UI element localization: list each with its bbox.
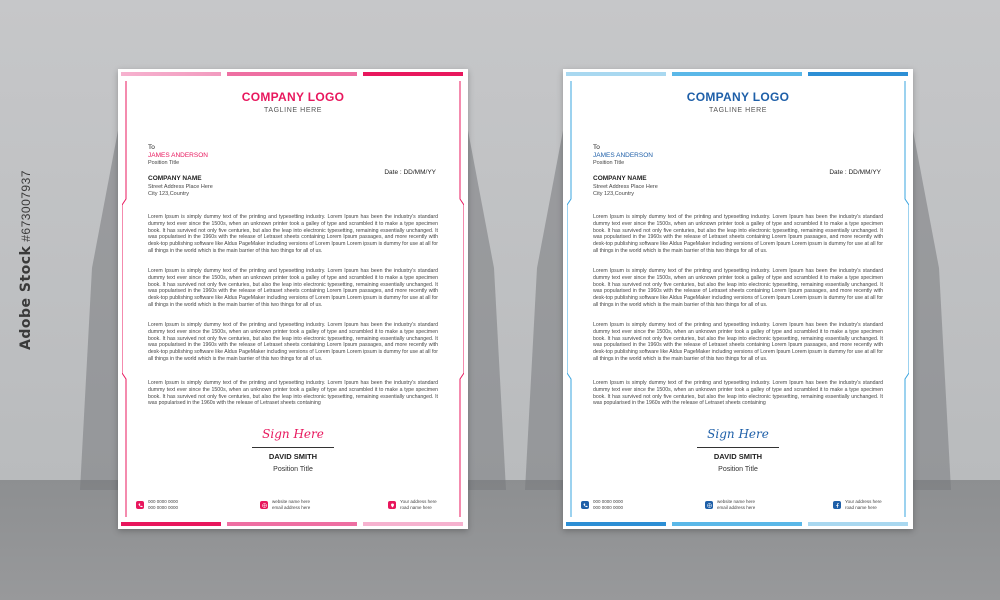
facebook-icon — [833, 501, 841, 509]
globe-icon — [705, 501, 713, 509]
recipient-position: Position Title — [148, 160, 180, 166]
bottom-bar-segment — [363, 522, 463, 526]
footer-phone — [581, 499, 623, 511]
footer-phone-2: 000 0000 0000 — [148, 505, 179, 510]
body-paragraph: Lorem Ipsum is simply dummy text of the printing and typesetting industry. Lorem Ipsum has been the industry's standard dummy text ever since the 1500s, when an unknown printer took a galley of type and scrambled it to make a type specimen book. It has survived not only five centuries, but also the leap into electronic typesetting, remaining essentially unchanged. It was popularised in the 1960s with the release of Letraset sheets containing Lorem Ipsum passages, and more recently with desk-top publishing software like Aldus PageMaker including versions of Lorem Ipsum Lorem ipsum is dummy for use at all for all things in the world which is the main barrier of this two things for all of us. — [148, 268, 438, 308]
footer-email: email address here — [272, 505, 311, 510]
signer-name: DAVID SMITH — [268, 452, 318, 461]
watermark-brand: Adobe Stock — [18, 245, 34, 350]
footer-website: website name here — [272, 499, 311, 504]
footer-phone — [136, 499, 178, 511]
letterhead-pink — [118, 69, 468, 529]
phone-icon — [581, 501, 589, 509]
street-address: Street Address Place Here — [593, 184, 658, 190]
body-paragraph: Lorem Ipsum is simply dummy text of the printing and typesetting industry. Lorem Ipsum has been the industry's standard dummy text ever since the 1500s, when an unknown printer took a galley of type and scrambled it to make a type specimen book. It has survived not only five centuries, but also the leap into electronic typesetting, remaining essentially unchanged. It was popularised in the 1960s with the release of Letraset sheets containing Lorem Ipsum passages, and more recently with desk-top publishing software like Aldus PageMaker including versions of Lorem Ipsum Lorem ipsum is dummy for use at all for all things in the world which is the main barrier of this two things for all of us. — [593, 268, 883, 308]
footer-phone-2: 000 0000 0000 — [593, 505, 624, 510]
city-country: City 123,Country — [593, 191, 634, 197]
bottom-bar-segment — [808, 522, 908, 526]
globe-icon — [260, 501, 268, 509]
body-paragraph: Lorem Ipsum is simply dummy text of the printing and typesetting industry. Lorem Ipsum has been the industry's standard dummy text ever since the 1500s, when an unknown printer took a galley of type and scrambled it to make a type specimen book. It has survived not only five centuries, but also the leap into electronic typesetting, remaining essentially unchanged. It was popularised in the 1960s with the release of Letraset sheets containing — [148, 380, 438, 407]
footer-email: email address here — [717, 505, 756, 510]
recipient-name: JAMES ANDERSON — [148, 152, 208, 159]
street-address: Street Address Place Here — [148, 184, 213, 190]
body-paragraph: Lorem Ipsum is simply dummy text of the printing and typesetting industry. Lorem Ipsum has been the industry's standard dummy text ever since the 1500s, when an unknown printer took a galley of type and scrambled it to make a type specimen book. It has survived not only five centuries, but also the leap into electronic typesetting, remaining essentially unchanged. It was popularised in the 1960s with the release of Letraset sheets containing Lorem Ipsum passages, and more recently with desk-top publishing software like Aldus PageMaker including versions of Lorem Ipsum Lorem ipsum is dummy for use at all for all things in the world which is the main barrier of this two things for all of us. — [593, 214, 883, 254]
footer-web — [705, 499, 755, 511]
footer-web — [260, 499, 310, 511]
to-label: To — [148, 144, 155, 151]
phone-icon — [136, 501, 144, 509]
footer-address-1: Your address here — [845, 499, 882, 504]
footer-address-2: road name here — [400, 505, 432, 510]
footer-address-2: road name here — [845, 505, 877, 510]
top-bar-segment — [227, 72, 357, 76]
body-paragraph: Lorem Ipsum is simply dummy text of the printing and typesetting industry. Lorem Ipsum has been the industry's standard dummy text ever since the 1500s, when an unknown printer took a galley of type and scrambled it to make a type specimen book. It has survived not only five centuries, but also the leap into electronic typesetting, remaining essentially unchanged. It was popularised in the 1960s with the release of Letraset sheets containing Lorem Ipsum passages, and more recently with desk-top publishing software like Aldus PageMaker including versions of Lorem Ipsum Lorem ipsum is dummy for use at all for all things in the world which is the main barrier of this two things for all of us. — [148, 214, 438, 254]
bottom-bar-segment — [227, 522, 357, 526]
signer-name: DAVID SMITH — [713, 452, 763, 461]
watermark-id: #673007937 — [19, 170, 33, 242]
body-paragraph: Lorem Ipsum is simply dummy text of the printing and typesetting industry. Lorem Ipsum has been the industry's standard dummy text ever since the 1500s, when an unknown printer took a galley of type and scrambled it to make a type specimen book. It has survived not only five centuries, but also the leap into electronic typesetting, remaining essentially unchanged. It was popularised in the 1960s with the release of Letraset sheets containing Lorem Ipsum passages, and more recently with desk-top publishing software like Aldus PageMaker including versions of Lorem Ipsum Lorem ipsum is dummy for use at all for all things in the world which is the main barrier of this two things for all of us. — [148, 322, 438, 362]
signature-line — [697, 447, 779, 448]
location-pin-icon — [388, 501, 396, 509]
company-name: COMPANY NAME — [148, 175, 202, 182]
date-field: Date : DD/MM/YY — [384, 169, 436, 176]
tagline: TAGLINE HERE — [708, 107, 768, 114]
date-field: Date : DD/MM/YY — [829, 169, 881, 176]
company-name: COMPANY NAME — [593, 175, 647, 182]
body-paragraph: Lorem Ipsum is simply dummy text of the printing and typesetting industry. Lorem Ipsum has been the industry's standard dummy text ever since the 1500s, when an unknown printer took a galley of type and scrambled it to make a type specimen book. It has survived not only five centuries, but also the leap into electronic typesetting, remaining essentially unchanged. It was popularised in the 1960s with the release of Letraset sheets containing Lorem Ipsum passages, and more recently with desk-top publishing software like Aldus PageMaker including versions of Lorem Ipsum Lorem ipsum is dummy for use at all for all things in the world which is the main barrier of this two things for all of us. — [593, 322, 883, 362]
company-logo: COMPANY LOGO — [686, 90, 790, 104]
tagline: TAGLINE HERE — [263, 107, 323, 114]
letterhead-blue — [563, 69, 913, 529]
city-country: City 123,Country — [148, 191, 189, 197]
footer-phone-1: 000 0000 0000 — [593, 499, 624, 504]
top-bar-segment — [672, 72, 802, 76]
company-logo: COMPANY LOGO — [241, 90, 345, 104]
body-paragraph: Lorem Ipsum is simply dummy text of the printing and typesetting industry. Lorem Ipsum has been the industry's standard dummy text ever since the 1500s, when an unknown printer took a galley of type and scrambled it to make a type specimen book. It has survived not only five centuries, but also the leap into electronic typesetting, remaining essentially unchanged. It was popularised in the 1960s with the release of Letraset sheets containing — [593, 380, 883, 407]
recipient-name: JAMES ANDERSON — [593, 152, 653, 159]
top-bar-segment — [363, 72, 463, 76]
top-bar-segment — [808, 72, 908, 76]
recipient-position: Position Title — [593, 160, 625, 166]
signer-position: Position Title — [273, 466, 313, 473]
footer-address-1: Your address here — [400, 499, 437, 504]
to-label: To — [593, 144, 600, 151]
signature-line — [252, 447, 334, 448]
top-bar-segment — [566, 72, 666, 76]
footer-phone-1: 000 0000 0000 — [148, 499, 179, 504]
signature: Sign Here — [262, 427, 324, 441]
footer-address — [388, 499, 437, 511]
signer-position: Position Title — [718, 466, 758, 473]
footer-website: website name here — [717, 499, 756, 504]
bottom-bar-segment — [121, 522, 221, 526]
signature: Sign Here — [707, 427, 769, 441]
top-bar-segment — [121, 72, 221, 76]
stock-watermark — [18, 170, 34, 350]
bottom-bar-segment — [566, 522, 666, 526]
footer-address — [833, 499, 882, 511]
bottom-bar-segment — [672, 522, 802, 526]
